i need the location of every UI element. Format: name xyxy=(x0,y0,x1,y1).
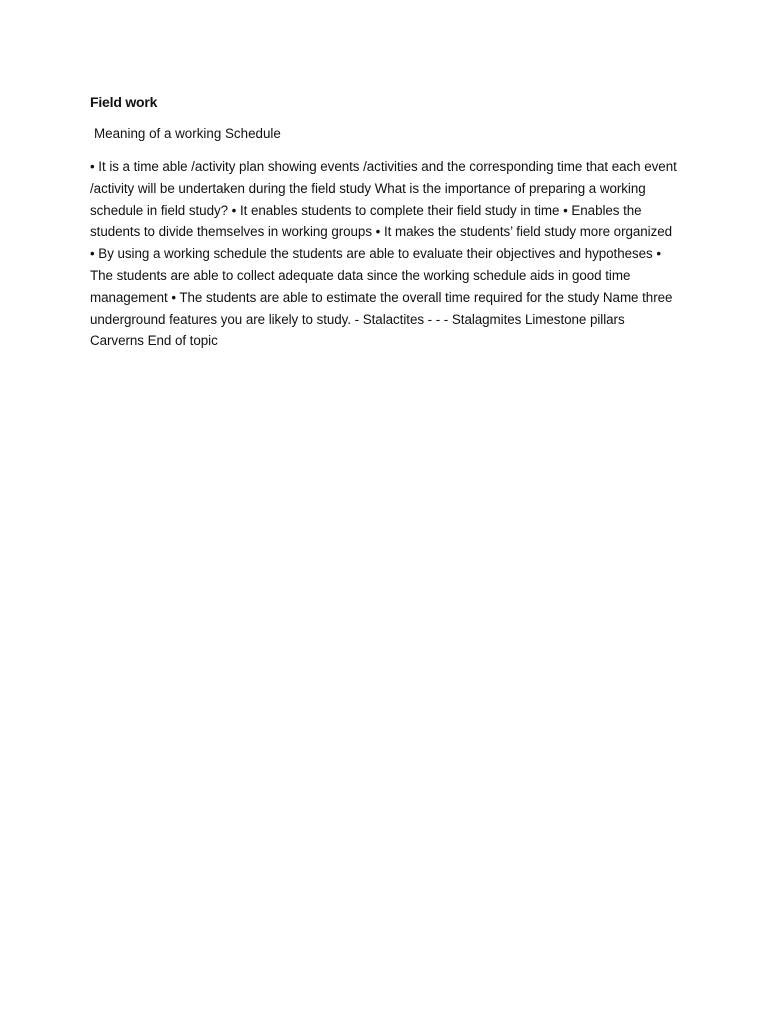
document-content xyxy=(90,92,678,352)
document-heading: Field work xyxy=(90,94,158,110)
document-subheading: Meaning of a working Schedule xyxy=(94,126,281,141)
document-body-paragraph: • It is a time able /activity plan showing events /activities and the corresponding time that each event /activity will be undertaken during the field study What is the importance of preparing a working schedule in field study? • It enables students to complete their field study in time • Enables the students to divide themselves in working groups • It makes the students’ field study more organized • By using a working schedule the students are able to evaluate their objectives and hypotheses • The students are able to collect adequate data since the working schedule aids in good time management • The students are able to estimate the overall time required for the study Name three underground features you are likely to study. - Stalactites - - - Stalagmites Limestone pillars Carverns End of topic xyxy=(90,159,677,349)
